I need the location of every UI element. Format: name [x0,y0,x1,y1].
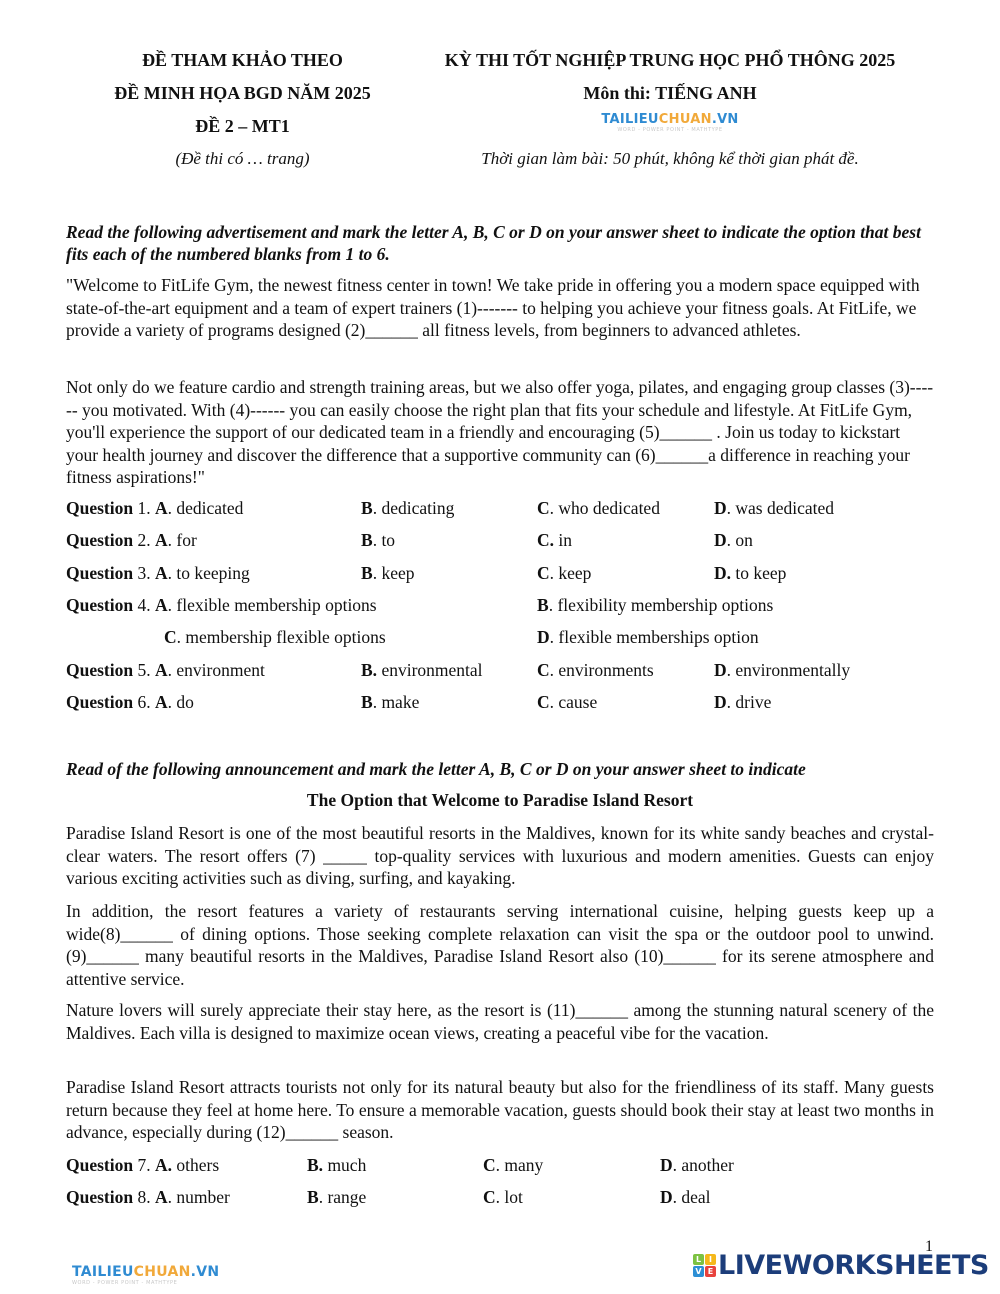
option-b-text[interactable]: . to [372,530,396,550]
option-d-text[interactable]: to keep [731,563,787,583]
option-c-text[interactable]: . keep [549,563,592,583]
option-b-letter[interactable]: B [361,563,373,583]
tailieuchuan-logo-header [415,113,925,149]
option-b-text[interactable]: . flexibility membership options [548,595,774,615]
option-c-letter[interactable]: C [537,563,550,583]
page-number: 1 [925,1238,933,1255]
header-left-line3: ĐỀ 2 – MT1 [195,116,290,136]
question-number: 6. [133,692,155,712]
option-d-text[interactable]: . deal [672,1187,711,1207]
option-a-letter[interactable]: A. [154,1155,172,1175]
tile-l: L [693,1254,704,1265]
option-b-text[interactable]: much [323,1155,367,1175]
option-b-text[interactable]: . keep [372,563,415,583]
option-b-letter[interactable]: B [361,530,373,550]
option-b-letter[interactable]: B [361,692,373,712]
passage-title: The Option that Welcome to Paradise Island Resort [306,790,694,810]
option-c-letter[interactable]: C [537,692,550,712]
question-label: Question [66,595,134,615]
question-2 [66,530,946,554]
header-left-line4: (Đề thi có … trang) [175,149,310,168]
option-d-text[interactable]: . another [672,1155,734,1175]
option-d-text[interactable]: . flexible memberships option [549,627,759,647]
option-d-text[interactable]: . was dedicated [726,498,835,518]
option-d-letter[interactable]: D [660,1187,673,1207]
option-a-letter[interactable]: A [154,660,168,680]
question-number: 3. [133,563,155,583]
option-d-text[interactable]: . on [726,530,753,550]
question-number: 8. [133,1187,155,1207]
option-c-text[interactable]: . cause [549,692,598,712]
option-a-text[interactable]: . flexible membership options [167,595,377,615]
option-b-text[interactable]: environmental [377,660,483,680]
section1-instruction: Read the following advertisement and mark the letter A, B, C or D on your answer sheet to indicate the option that best fits each of the numbered blanks from 1 to 6. [66,222,921,264]
section2-instruction: Read of the following announcement and mark the letter A, B, C or D on your answer sheet to indicate [66,759,806,779]
question-label: Question [66,563,134,583]
option-d-letter[interactable]: D [660,1155,673,1175]
section2-paragraph-3: Nature lovers will surely appreciate their stay here, as the resort is (11)______ among the stunning natural scenery of the Maldives. Each villa is designed to maximize ocean views, creating a peaceful vibe for the vacation. [66,1000,934,1043]
exam-title: KỲ THI TỐT NGHIỆP TRUNG HỌC PHỔ THÔNG 2025 [444,50,896,70]
option-b-text[interactable]: . make [372,692,420,712]
question-8 [66,1187,946,1211]
question-number: 7. [133,1155,155,1175]
section2-paragraph-1: Paradise Island Resort is one of the most beautiful resorts in the Maldives, known for its white sandy beaches and crystal-clear waters. The resort offers (7) _____ top-quality services with luxurious and modern amenities. Guests can enjoy various exciting activities such as diving, surfing, and kayaking. [66,823,934,888]
option-c-letter[interactable]: C [483,1187,496,1207]
section1-paragraph-2: Not only do we feature cardio and strength training areas, but we also offer yoga, pilates, and engaging group classes (3)------ you motivated. With (4)------ you can easily choose the right plan that fits your schedule and lifestyle. At FitLife Gym, you'll experience the support of our dedicated team in a friendly and encouraging (5)______ . Join us today to kickstart your health journey and discover the difference that a supportive community can (6)______a difference in reaching your fitness aspirations!" [66,377,934,487]
option-c-letter[interactable]: C [483,1155,496,1175]
logo-part3: .VN [711,112,739,127]
option-a-letter[interactable]: A [154,530,168,550]
option-c-letter[interactable]: C [537,660,550,680]
question-label: Question [66,498,134,518]
option-c-text[interactable]: . who dedicated [549,498,660,518]
logo-part1: TAILIEU [72,1264,134,1280]
option-a-text[interactable]: . to keeping [167,563,250,583]
logo-part2: CHUAN [658,112,712,127]
option-a-letter[interactable]: A [154,1187,168,1207]
option-a-text[interactable]: . number [167,1187,230,1207]
option-d-letter[interactable]: D [714,692,727,712]
option-d-letter[interactable]: D. [714,563,732,583]
tailieuchuan-logo-footer [72,1265,222,1286]
liveworksheets-logo [693,1250,989,1281]
option-d-text[interactable]: . environmentally [726,660,851,680]
section2-paragraph-4: Paradise Island Resort attracts tourists not only for its natural beauty but also for the friendliness of its staff. Many guests return because they feel at home here. To ensure a memorable vacation, guests should book their stay at least two months in advance, especially during (12)______ season. [66,1077,934,1142]
question-5 [66,660,946,684]
option-c-text[interactable]: . environments [549,660,654,680]
exam-time: Thời gian làm bài: 50 phút, không kể thời gian phát đề. [481,149,859,168]
exam-subject: Môn thi: TIẾNG ANH [583,83,757,103]
question-label: Question [66,530,134,550]
option-a-text[interactable]: . for [167,530,197,550]
tile-v: V [693,1266,704,1277]
option-a-text[interactable]: . dedicated [167,498,244,518]
option-b-text[interactable]: . range [318,1187,367,1207]
option-b-letter[interactable]: B [537,595,549,615]
header-left-line1: ĐỀ THAM KHẢO THEO [142,50,343,70]
logo-part1: TAILIEU [601,112,659,127]
option-a-letter[interactable]: A [154,563,168,583]
header-left [100,50,385,169]
question-6 [66,692,946,716]
option-d-letter[interactable]: D [714,498,727,518]
section2-paragraph-2: In addition, the resort features a variety of restaurants serving international cuisine, helping guests keep up a wide(8)______ of dining options. Those seeking complete relaxation can visit the spa or the outdoor pool to unwind. (9)______ many beautiful resorts in the Maldives, Paradise Island Resort also (10)______ for its serene atmosphere and attentive service. [66,901,934,989]
question-1 [66,498,946,522]
header-right [415,50,925,169]
question-number: 1. [133,498,155,518]
tile-i: I [705,1254,716,1265]
header-left-line2: ĐỀ MINH HỌA BGD NĂM 2025 [114,83,371,103]
option-c-letter[interactable]: C [164,627,177,647]
liveworksheets-wordmark: LIVEWORKSHEETS [718,1250,989,1281]
option-b-letter[interactable]: B [307,1187,319,1207]
question-number: 2. [133,530,155,550]
question-label: Question [66,1187,134,1207]
option-c-text[interactable]: in [554,530,573,550]
question-4 [66,595,946,653]
option-d-letter[interactable]: D [714,660,727,680]
option-b-letter[interactable]: B. [361,660,378,680]
question-7 [66,1155,946,1179]
tile-e: E [705,1266,716,1277]
option-b-letter[interactable]: B [361,498,373,518]
option-a-text[interactable]: . do [167,692,194,712]
option-a-text[interactable]: . environment [167,660,265,680]
option-a-text[interactable]: others [172,1155,220,1175]
option-d-letter[interactable]: D [714,530,727,550]
question-label: Question [66,692,134,712]
logo-tagline: WORD - POWER POINT - MATHTYPE [617,127,723,133]
logo-tagline: WORD - POWER POINT - MATHTYPE [72,1280,178,1286]
option-c-text[interactable]: . membership flexible options [176,627,386,647]
question-label: Question [66,1155,134,1175]
live-tiles-icon [693,1254,716,1277]
option-c-text[interactable]: . lot [495,1187,523,1207]
option-c-letter[interactable]: C [537,498,550,518]
option-a-letter[interactable]: A [154,498,168,518]
option-b-text[interactable]: . dedicating [372,498,455,518]
question-label: Question [66,660,134,680]
question-number: 5. [133,660,155,680]
option-a-letter[interactable]: A [154,692,168,712]
option-d-text[interactable]: . drive [726,692,772,712]
option-c-text[interactable]: . many [495,1155,544,1175]
option-d-letter[interactable]: D [537,627,550,647]
logo-part3: .VN [190,1264,220,1280]
question-number: 4. [133,595,155,615]
option-b-letter[interactable]: B. [307,1155,324,1175]
option-a-letter[interactable]: A [154,595,168,615]
question-3 [66,563,946,587]
logo-part2: CHUAN [133,1264,191,1280]
section1-paragraph-1: "Welcome to FitLife Gym, the newest fitness center in town! We take pride in offering you a modern space equipped with state-of-the-art equipment and a team of expert trainers (1)------- to helping you achieve your fitness goals. At FitLife, we provide a variety of programs designed (2)______ all fitness levels, from beginners to advanced athletes. [66,275,920,340]
option-c-letter[interactable]: C. [537,530,555,550]
